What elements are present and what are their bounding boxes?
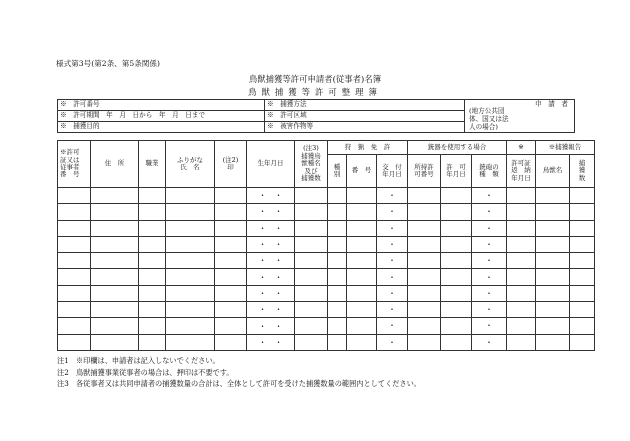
roster-cell[interactable] xyxy=(139,188,166,204)
gun-type-cell[interactable]: ・ xyxy=(472,188,507,204)
roster-cell[interactable] xyxy=(570,285,595,301)
header-possession-permit: 所持許 可番号 xyxy=(408,155,441,188)
roster-cell[interactable] xyxy=(215,269,247,285)
roster-cell[interactable] xyxy=(408,188,441,204)
roster-cell[interactable] xyxy=(441,204,472,220)
roster-cell[interactable] xyxy=(58,204,91,220)
roster-cell[interactable] xyxy=(328,302,347,318)
birthdate-cell[interactable]: ・ ・ xyxy=(247,302,295,318)
roster-cell[interactable] xyxy=(536,236,570,252)
roster-cell[interactable] xyxy=(91,318,139,334)
roster-cell[interactable] xyxy=(441,188,472,204)
roster-cell[interactable] xyxy=(91,220,139,236)
roster-cell[interactable] xyxy=(328,204,347,220)
roster-cell[interactable] xyxy=(507,269,536,285)
issue-date-cell[interactable]: ・ xyxy=(377,188,408,204)
capture-method-field: ※ 捕獲方法 xyxy=(265,100,465,111)
roster-cell[interactable] xyxy=(328,269,347,285)
roster-cell[interactable] xyxy=(166,285,215,301)
roster-cell[interactable] xyxy=(328,236,347,252)
roster-cell[interactable] xyxy=(328,285,347,301)
roster-cell[interactable] xyxy=(328,220,347,236)
roster-cell[interactable] xyxy=(91,204,139,220)
roster-cell[interactable] xyxy=(139,318,166,334)
header-birthdate: 生年月日 xyxy=(247,141,295,188)
roster-cell[interactable] xyxy=(58,269,91,285)
roster-cell[interactable] xyxy=(408,285,441,301)
roster-cell[interactable] xyxy=(507,236,536,252)
permit-info-table xyxy=(57,99,575,133)
roster-cell[interactable] xyxy=(166,236,215,252)
note-3: 注3 各従事者又は共同申請者の捕獲数量の合計は、全体として許可を受けた捕獲数量の範囲内としてください。 xyxy=(57,379,421,389)
roster-row xyxy=(58,334,595,350)
roster-cell[interactable] xyxy=(295,334,328,350)
roster-cell[interactable] xyxy=(570,220,595,236)
roster-cell[interactable] xyxy=(408,204,441,220)
roster-cell[interactable] xyxy=(570,188,595,204)
damaged-crops-field: ※ 被害作物等 xyxy=(265,122,465,133)
permit-period-field: ※ 許可期間 年 月 日から 年 月 日まで xyxy=(58,111,265,122)
roster-cell[interactable] xyxy=(166,269,215,285)
roster-cell[interactable] xyxy=(507,188,536,204)
roster-cell[interactable] xyxy=(166,220,215,236)
roster-cell[interactable] xyxy=(347,269,377,285)
roster-cell[interactable] xyxy=(139,220,166,236)
roster-cell[interactable] xyxy=(536,269,570,285)
roster-cell[interactable] xyxy=(215,204,247,220)
roster-cell[interactable] xyxy=(507,204,536,220)
header-seal: (注2) 印 xyxy=(215,141,247,188)
roster-cell[interactable] xyxy=(347,236,377,252)
roster-row xyxy=(58,188,595,204)
gun-type-cell[interactable]: ・ xyxy=(472,220,507,236)
birthdate-cell[interactable]: ・ ・ xyxy=(247,220,295,236)
roster-cell[interactable] xyxy=(166,334,215,350)
header-capture-report: ※捕獲報告 xyxy=(536,141,595,155)
roster-cell[interactable] xyxy=(441,236,472,252)
roster-cell[interactable] xyxy=(328,318,347,334)
roster-cell[interactable] xyxy=(347,334,377,350)
roster-cell[interactable] xyxy=(570,318,595,334)
roster-cell[interactable] xyxy=(139,236,166,252)
roster-cell[interactable] xyxy=(408,253,441,269)
header-permit-date: 許 可 年月日 xyxy=(441,155,472,188)
roster-cell[interactable] xyxy=(58,236,91,252)
footnotes xyxy=(57,355,421,390)
roster-row xyxy=(58,204,595,220)
roster-cell[interactable] xyxy=(215,236,247,252)
roster-table xyxy=(57,140,595,351)
applicant-field: 申 請 者 (地方公共団 体、国又は法 人の場合) xyxy=(465,100,575,133)
birthdate-cell[interactable]: ・ ・ xyxy=(247,253,295,269)
roster-row xyxy=(58,220,595,236)
roster-cell[interactable] xyxy=(347,302,377,318)
header-occupation: 職業 xyxy=(139,141,166,188)
issue-date-cell[interactable]: ・ xyxy=(377,220,408,236)
roster-cell[interactable] xyxy=(139,253,166,269)
roster-cell[interactable] xyxy=(166,253,215,269)
roster-cell[interactable] xyxy=(536,285,570,301)
roster-cell[interactable] xyxy=(139,269,166,285)
header-hunting-license: 狩 猟 免 許 xyxy=(328,141,408,155)
header-return-date: 許可証 返 納 年月日 xyxy=(507,155,536,188)
roster-cell[interactable] xyxy=(166,188,215,204)
birthdate-cell[interactable]: ・ ・ xyxy=(247,269,295,285)
roster-cell[interactable] xyxy=(215,318,247,334)
roster-cell[interactable] xyxy=(295,285,328,301)
roster-cell[interactable] xyxy=(536,220,570,236)
roster-row xyxy=(58,285,595,301)
gun-type-cell[interactable]: ・ xyxy=(472,318,507,334)
roster-cell[interactable] xyxy=(347,285,377,301)
roster-cell[interactable] xyxy=(347,204,377,220)
gun-type-cell[interactable]: ・ xyxy=(472,269,507,285)
issue-date-cell[interactable]: ・ xyxy=(377,253,408,269)
roster-cell[interactable] xyxy=(408,302,441,318)
roster-cell[interactable] xyxy=(215,188,247,204)
birthdate-cell[interactable]: ・ ・ xyxy=(247,285,295,301)
birthdate-cell[interactable]: ・ ・ xyxy=(247,204,295,220)
note-1: 注1 ※印欄は、申請者は記入しないでください。 xyxy=(57,356,220,365)
birthdate-cell[interactable]: ・ ・ xyxy=(247,318,295,334)
roster-cell[interactable] xyxy=(536,253,570,269)
roster-cell[interactable] xyxy=(441,302,472,318)
roster-cell[interactable] xyxy=(441,269,472,285)
roster-cell[interactable] xyxy=(570,236,595,252)
roster-cell[interactable] xyxy=(507,220,536,236)
roster-cell[interactable] xyxy=(91,188,139,204)
roster-cell[interactable] xyxy=(58,285,91,301)
permit-number-field: ※ 許可番号 xyxy=(58,100,265,111)
roster-cell[interactable] xyxy=(570,269,595,285)
roster-cell[interactable] xyxy=(536,334,570,350)
permit-area-field: ※ 許可区域 xyxy=(265,111,465,122)
header-return-mark: ※ xyxy=(507,141,536,155)
roster-cell[interactable] xyxy=(570,334,595,350)
issue-date-cell[interactable]: ・ xyxy=(377,236,408,252)
header-species-name: 鳥獣名 xyxy=(536,155,570,188)
gun-type-cell[interactable]: ・ xyxy=(472,285,507,301)
birthdate-cell[interactable]: ・ ・ xyxy=(247,188,295,204)
birthdate-cell[interactable]: ・ ・ xyxy=(247,236,295,252)
roster-cell[interactable] xyxy=(295,204,328,220)
roster-cell[interactable] xyxy=(347,253,377,269)
roster-cell[interactable] xyxy=(295,302,328,318)
roster-cell[interactable] xyxy=(91,334,139,350)
roster-cell[interactable] xyxy=(58,188,91,204)
roster-cell[interactable] xyxy=(408,220,441,236)
roster-cell[interactable] xyxy=(507,334,536,350)
roster-cell[interactable] xyxy=(295,318,328,334)
gun-type-cell[interactable]: ・ xyxy=(472,253,507,269)
roster-cell[interactable] xyxy=(166,204,215,220)
roster-row xyxy=(58,318,595,334)
form-title: 鳥獣捕獲等許可申請者(従事者)名簿 xyxy=(248,74,382,84)
roster-cell[interactable] xyxy=(91,236,139,252)
roster-cell[interactable] xyxy=(58,334,91,350)
header-address: 住 所 xyxy=(91,141,139,188)
roster-cell[interactable] xyxy=(328,334,347,350)
header-issue-date: 交 付 年月日 xyxy=(377,155,408,188)
roster-cell[interactable] xyxy=(536,318,570,334)
roster-cell[interactable] xyxy=(536,204,570,220)
roster-cell[interactable] xyxy=(441,334,472,350)
roster-cell[interactable] xyxy=(408,334,441,350)
roster-cell[interactable] xyxy=(166,302,215,318)
roster-cell[interactable] xyxy=(328,253,347,269)
form-number: 様式第3号(第2条、第5条関係) xyxy=(56,59,160,68)
roster-cell[interactable] xyxy=(441,285,472,301)
roster-cell[interactable] xyxy=(507,253,536,269)
issue-date-cell[interactable]: ・ xyxy=(377,302,408,318)
roster-cell[interactable] xyxy=(347,188,377,204)
roster-cell[interactable] xyxy=(139,204,166,220)
roster-cell[interactable] xyxy=(139,302,166,318)
roster-cell[interactable] xyxy=(570,253,595,269)
roster-cell[interactable] xyxy=(215,253,247,269)
roster-cell[interactable] xyxy=(295,253,328,269)
roster-cell[interactable] xyxy=(58,302,91,318)
roster-row xyxy=(58,302,595,318)
roster-row xyxy=(58,236,595,252)
gun-type-cell[interactable]: ・ xyxy=(472,334,507,350)
roster-cell[interactable] xyxy=(139,334,166,350)
roster-row xyxy=(58,253,595,269)
roster-cell[interactable] xyxy=(570,204,595,220)
roster-cell[interactable] xyxy=(91,302,139,318)
roster-cell[interactable] xyxy=(295,220,328,236)
header-gun-type: 銃砲の 種 類 xyxy=(472,155,507,188)
roster-cell[interactable] xyxy=(408,269,441,285)
header-capture-count: 捕 獲 数 xyxy=(570,155,595,188)
issue-date-cell[interactable]: ・ xyxy=(377,318,408,334)
roster-cell[interactable] xyxy=(441,318,472,334)
roster-cell[interactable] xyxy=(58,318,91,334)
roster-cell[interactable] xyxy=(166,318,215,334)
roster-cell[interactable] xyxy=(295,188,328,204)
roster-cell[interactable] xyxy=(58,220,91,236)
roster-cell[interactable] xyxy=(215,334,247,350)
roster-cell[interactable] xyxy=(91,253,139,269)
birthdate-cell[interactable]: ・ ・ xyxy=(247,334,295,350)
header-permit-no: ※許可 証又は 従事者 番 号 xyxy=(58,141,91,188)
roster-cell[interactable] xyxy=(441,253,472,269)
header-name: ふりがな 氏 名 xyxy=(166,141,215,188)
roster-cell[interactable] xyxy=(215,220,247,236)
roster-cell[interactable] xyxy=(215,285,247,301)
roster-cell[interactable] xyxy=(139,285,166,301)
roster-cell[interactable] xyxy=(215,302,247,318)
header-license-type: 種 別 xyxy=(328,155,347,188)
gun-type-cell[interactable]: ・ xyxy=(472,302,507,318)
form-subtitle: 鳥獣捕獲等許可整理簿 xyxy=(248,87,382,97)
roster-cell[interactable] xyxy=(570,302,595,318)
roster-cell[interactable] xyxy=(507,285,536,301)
roster-cell[interactable] xyxy=(507,302,536,318)
issue-date-cell[interactable]: ・ xyxy=(377,269,408,285)
roster-cell[interactable] xyxy=(347,220,377,236)
header-license-number: 番 号 xyxy=(347,155,377,188)
note-2: 注2 鳥獣捕獲事業従事者の場合は、押印は不要です。 xyxy=(57,367,234,377)
issue-date-cell[interactable]: ・ xyxy=(377,334,408,350)
roster-cell[interactable] xyxy=(295,269,328,285)
roster-cell[interactable] xyxy=(441,220,472,236)
roster-cell[interactable] xyxy=(536,188,570,204)
roster-cell[interactable] xyxy=(58,253,91,269)
roster-cell[interactable] xyxy=(408,236,441,252)
roster-cell[interactable] xyxy=(295,236,328,252)
roster-cell[interactable] xyxy=(91,269,139,285)
roster-row xyxy=(58,269,595,285)
roster-cell[interactable] xyxy=(536,302,570,318)
gun-type-cell[interactable]: ・ xyxy=(472,204,507,220)
roster-cell[interactable] xyxy=(91,285,139,301)
issue-date-cell[interactable]: ・ xyxy=(377,204,408,220)
roster-cell[interactable] xyxy=(347,318,377,334)
header-capture-species: (注3) 捕獲鳥 獣種名 及び 捕獲数 xyxy=(295,141,328,188)
roster-cell[interactable] xyxy=(408,318,441,334)
roster-cell[interactable] xyxy=(507,318,536,334)
capture-target-field: ※ 捕獲目的 xyxy=(58,122,265,133)
roster-cell[interactable] xyxy=(328,188,347,204)
issue-date-cell[interactable]: ・ xyxy=(377,285,408,301)
gun-type-cell[interactable]: ・ xyxy=(472,236,507,252)
header-firearm-use: 銃器を使用する場合 xyxy=(408,141,507,155)
